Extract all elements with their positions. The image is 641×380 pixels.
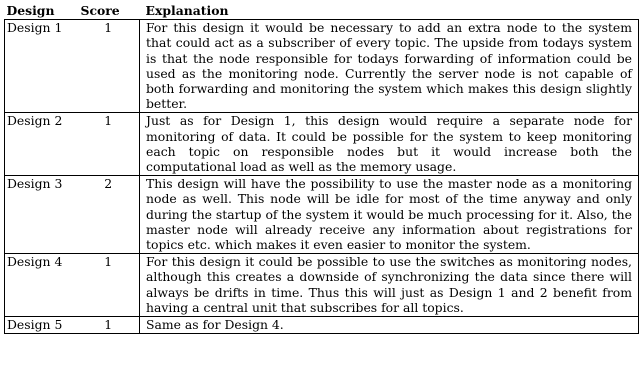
cell-explanation: Just as for Design 1, this design would require a separate node for monitoring of data. It could be possible for the system to keep monitoring each topic on responsible nodes but it would increase both the computational load as well as the memory usage. (140, 113, 639, 176)
cell-design: Design 3 (5, 176, 78, 254)
header-explanation: Explanation (140, 2, 639, 20)
header-design: Design (5, 2, 78, 20)
cell-design: Design 4 (5, 254, 78, 317)
cell-explanation: For this design it could be possible to use the switches as monitoring nodes, although this creates a downside of synchronizing the data since there will always be drifts in time. Thus this will just as Design 1 and 2 benefit from having a central unit that subscribes for all topics. (140, 254, 639, 317)
cell-design: Design 2 (5, 113, 78, 176)
cell-score: 1 (104, 20, 113, 36)
header-score: Score (78, 2, 140, 20)
design-score-table (4, 2, 639, 334)
cell-score: 1 (78, 254, 140, 317)
table-header-row (5, 2, 639, 20)
cell-score: 2 (78, 176, 140, 254)
cell-score: 1 (78, 317, 140, 334)
cell-explanation: Same as for Design 4. (140, 317, 639, 334)
table-row (5, 254, 639, 317)
cell-explanation: For this design it would be necessary to add an extra node to the system that could act as a subscriber of every topic. The upside from todays system is that the node responsible for todays forwarding of information could be used as the monitoring node. Currently the server node is not capable of both forwarding and monitoring the system which makes this design slightly better. (140, 20, 639, 113)
table-row (5, 20, 639, 113)
table-row (5, 113, 639, 176)
cell-score: 1 (78, 113, 140, 176)
table-row (5, 176, 639, 254)
cell-design: Design 5 (5, 317, 78, 334)
table-row (5, 317, 639, 334)
cell-design: Design 1 (5, 20, 78, 113)
cell-explanation: This design will have the possibility to use the master node as a monitoring node as well. This node will be idle for most of the time anyway and only during the startup of the system it would be much processing for it. Also, the master node will already receive any information about registrations for topics etc. which makes it even easier to monitor the system. (140, 176, 639, 254)
